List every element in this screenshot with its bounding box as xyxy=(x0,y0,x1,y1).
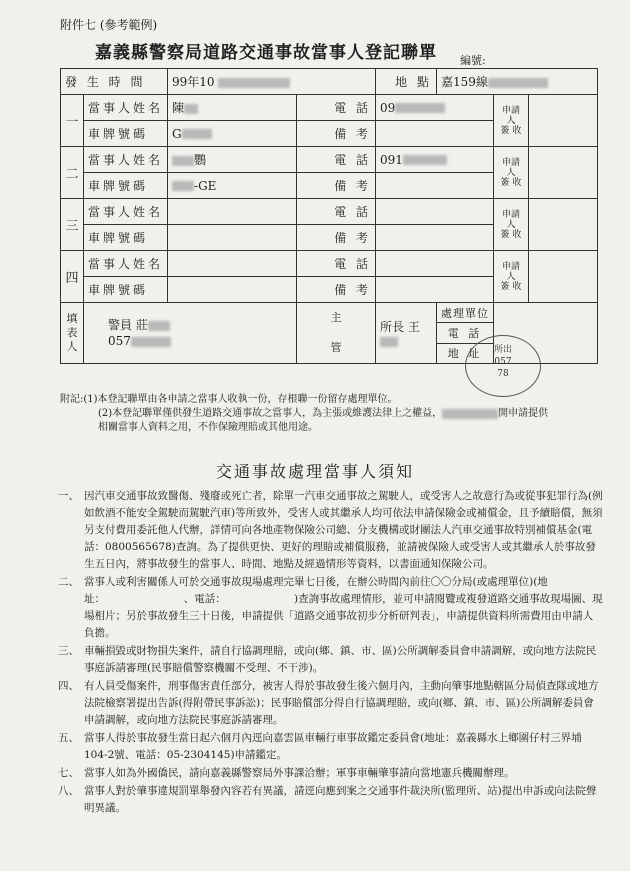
list-item: 四、 有人員受傷案件，刑事傷害責任部分，被害人得於事故發生後六個月內，主動向肇事地點轄區分局偵查隊或地方法院檢察署提出告訴(得附帶民事訴訟)；民事賠償部分得自行協調理賠，或向(鄉、鎮、市、區)公所調解委員會申請調解，或向地方法院民事庭訴請審理。 xyxy=(58,680,599,726)
note-label: 備 考 xyxy=(297,121,376,147)
party-number: 三 xyxy=(61,199,84,251)
notes-label: 附記: xyxy=(60,394,84,405)
party-note xyxy=(376,277,494,303)
party-number: 一 xyxy=(61,95,84,147)
party-name xyxy=(168,199,297,225)
party-name: 鸚 xyxy=(168,147,297,173)
party-1-name-row xyxy=(61,95,598,121)
applicant-sign-cell xyxy=(529,251,598,303)
list-item: 一、 因汽車交通事故致醫傷、殘廢或死亡者，除單一汽車交通事故之駕駛人，或受害人之故意行為或從事犯罪行為(例如飲酒不能安全駕駛而駕駛汽車)等所致外，受害人或其繼承人均可依法申請保險金或補償金，且予續賠償，無須另支付費用委託他人代辦，詳情可向各地產物保險公司總、分支機構或財團法人汽車交通事故特別補償基金(電話：0800565678)查詢。為了提供更快、更好的理賠或補償服務，並請被保險人或受害人或其繼承人於事故發生五日內，將事故發生的當事人、時間、地點及經過情形等資料，以書面通知保險公司。 xyxy=(58,490,603,570)
filler-phone: 057 xyxy=(108,334,131,348)
applicant-sign-cell xyxy=(529,95,598,147)
applicant-sign-label: 申請人 簽 收 xyxy=(494,147,529,199)
plate-label: 車牌號碼 xyxy=(84,121,168,147)
notice-title: 交通事故處理當事人須知 xyxy=(215,462,414,481)
party-phone xyxy=(376,251,494,277)
supervisor-label: 主 管 xyxy=(297,303,376,364)
unit-address-label: 地 址 xyxy=(437,343,494,363)
party-4-name-row xyxy=(61,251,598,277)
party-number: 四 xyxy=(61,251,84,303)
time-label: 發 生 時 間 xyxy=(61,69,168,95)
applicant-sign-label: 申請人 簽 收 xyxy=(494,95,529,147)
list-item: 五、 當事人得於事故發生當日起六個月內逕向嘉雲區車輛行車事故鑑定委員會(地址：嘉義縣水上鄉圍仔村三界埔104-2號、電話：05-2304145)申請鑑定。 xyxy=(58,732,582,761)
phone-label: 電 話 xyxy=(297,199,376,225)
time-row xyxy=(61,69,598,95)
supervisor-name-cell xyxy=(376,303,437,364)
party-note xyxy=(376,173,494,199)
name-label: 當事人姓名 xyxy=(84,95,168,121)
notes xyxy=(60,393,600,435)
applicant-sign-cell xyxy=(529,199,598,251)
plate-label: 車牌號碼 xyxy=(84,225,168,251)
phone-label: 電 話 xyxy=(297,251,376,277)
place-label: 地 點 xyxy=(376,69,437,95)
filler-row xyxy=(61,303,598,323)
notice-list xyxy=(58,488,603,818)
list-item: 二、 當事人或利害關係人可於交通事故現場處理完畢七日後，在辦公時間內前往〇〇分局(或處理單位)(地址： 、電話： )查詢事故處理情形，並可申請閱覽或複發道路交通事故現場圖、現場相片；另於事故發生三十日後，申請提供「道路交通事故初步分析研判表」，申請提供資料所需費用由申請人負擔。 xyxy=(58,576,603,639)
serial-label: 編號: xyxy=(460,54,486,67)
party-3-name-row xyxy=(61,199,598,225)
applicant-sign-label: 申請人 簽 收 xyxy=(494,251,529,303)
place-value: 嘉159線 xyxy=(437,69,598,95)
note-label: 備 考 xyxy=(297,173,376,199)
applicant-sign-label: 申請人 簽 收 xyxy=(494,199,529,251)
name-label: 當事人姓名 xyxy=(84,251,168,277)
party-name: 陳 xyxy=(168,95,297,121)
note-2: (2)本登記聯單僅供發生道路交通事故之當事人，為主張或維護法律上之權益， xyxy=(98,408,443,419)
registration-table xyxy=(60,68,598,364)
time-value: 99年10 xyxy=(168,69,376,95)
note-label: 備 考 xyxy=(297,277,376,303)
party-note xyxy=(376,225,494,251)
unit-phone-label: 電 話 xyxy=(437,323,494,343)
form-title: 嘉義縣警察局道路交通事故當事人登記聯單 xyxy=(95,43,437,63)
note-2-end: 開申請提供 xyxy=(498,408,549,419)
party-plate xyxy=(168,277,297,303)
plate-label: 車牌號碼 xyxy=(84,173,168,199)
party-plate xyxy=(168,225,297,251)
filler-info xyxy=(84,303,297,364)
phone-label: 電 話 xyxy=(297,147,376,173)
unit-label: 處理單位 xyxy=(437,303,494,323)
filler-label: 填 表 人 xyxy=(61,303,84,364)
police-seal: 所出 057 78 xyxy=(465,335,541,397)
party-phone: 09 xyxy=(376,95,494,121)
list-item: 八、 當事人對於肇事違規罰單舉發內容若有異議，請逕向應到案之交通事件裁決所(監理所、站)提出申訴或向法院聲明異議。 xyxy=(58,785,597,814)
party-note xyxy=(376,121,494,147)
party-phone: 091 xyxy=(376,147,494,173)
plate-label: 車牌號碼 xyxy=(84,277,168,303)
party-number: 二 xyxy=(61,147,84,199)
party-plate: -GE xyxy=(168,173,297,199)
name-label: 當事人姓名 xyxy=(84,147,168,173)
note-label: 備 考 xyxy=(297,225,376,251)
party-2-name-row xyxy=(61,147,598,173)
name-label: 當事人姓名 xyxy=(84,199,168,225)
phone-label: 電 話 xyxy=(297,95,376,121)
supervisor-name: 所長 王 xyxy=(380,319,420,334)
note-3: 相關當事人資料之用，不作保險理賠或其他用途。 xyxy=(98,422,318,433)
party-plate: G xyxy=(168,121,297,147)
list-item: 三、 車輛損毀或財物損失案件，請自行協調理賠，或向(鄉、鎮、市、區)公所調解委員會申請調解，或向地方法院民事庭訴請審理(民事賠償警察機關不受理、不干涉)。 xyxy=(58,645,597,674)
list-item: 七、 當事人如為外國僑民，請向嘉義縣警察局外事課洽辦；軍事車輛肇事請向當地憲兵機關辦理。 xyxy=(58,767,515,779)
annex-label: 附件七 (參考範例) xyxy=(60,18,158,32)
party-phone xyxy=(376,199,494,225)
filler-name: 警員 莊 xyxy=(108,318,148,332)
applicant-sign-cell xyxy=(529,147,598,199)
party-name xyxy=(168,251,297,277)
note-1: (1)本登記聯單由各申請之當事人收執一份，存根聯一份留存處理單位。 xyxy=(83,394,398,405)
